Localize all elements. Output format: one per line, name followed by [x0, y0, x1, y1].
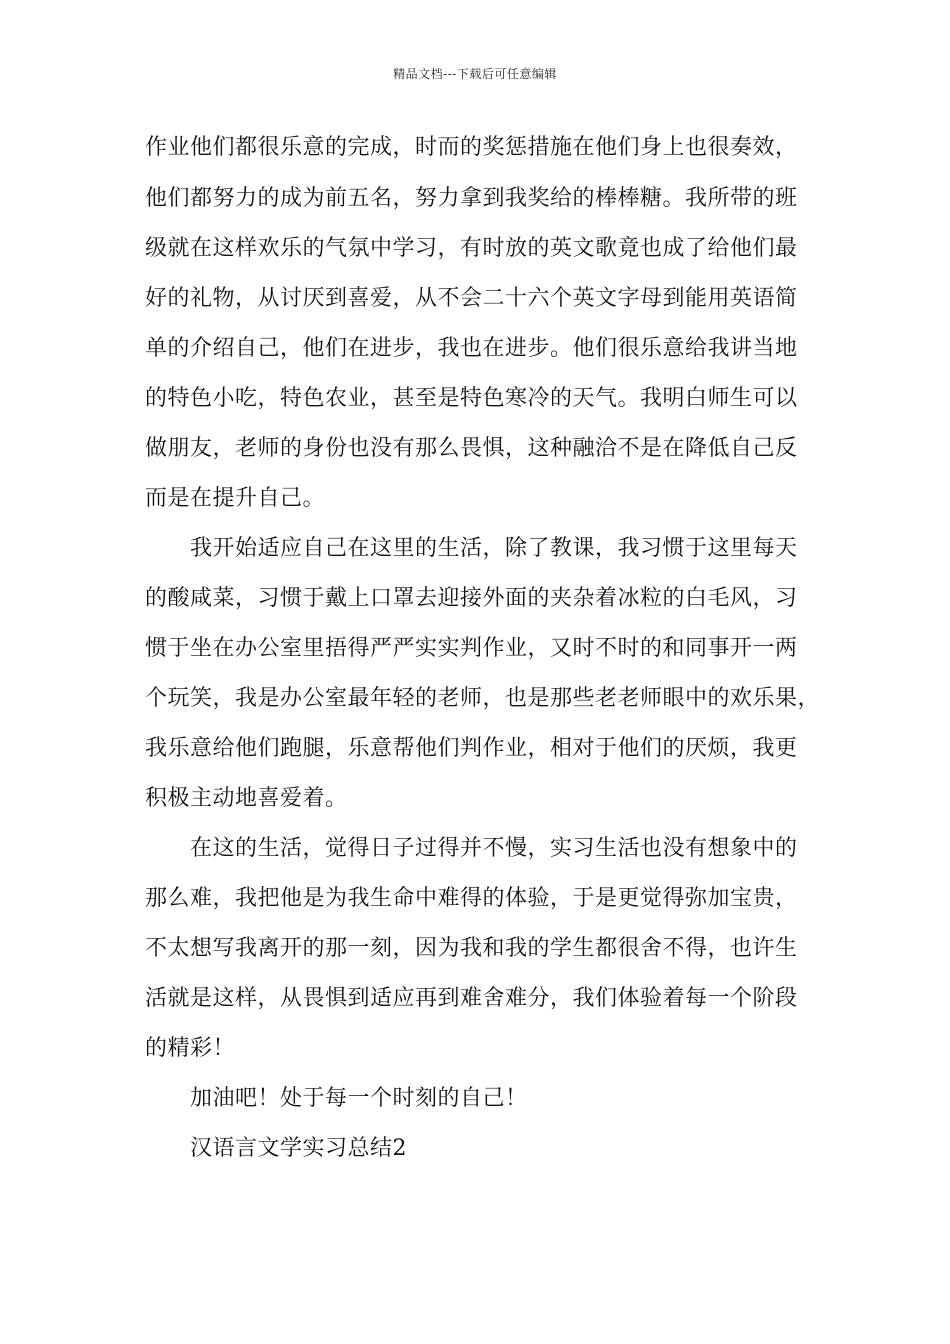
- body-line: 做朋友，老师的身份也没有那么畏惧，这种融洽不是在降低自己反: [145, 436, 798, 461]
- paragraph-first-line: 在这的生活，觉得日子过得并不慢，实习生活也没有想象中的: [190, 836, 798, 861]
- body-line: 单的介绍自己，他们在进步，我也在进步。他们很乐意给我讲当地: [145, 336, 798, 361]
- section-title: 汉语言文学实习总结2: [190, 1136, 407, 1161]
- page-header: 精品文档---下载后可任意编辑: [393, 67, 557, 81]
- body-line: 他们都努力的成为前五名，努力拿到我奖给的棒棒糖。我所带的班: [145, 186, 798, 211]
- body-line: 级就在这样欢乐的气氛中学习，有时放的英文歌竟也成了给他们最: [145, 236, 798, 261]
- paragraph-first-line: 我开始适应自己在这里的生活，除了教课，我习惯于这里每天: [190, 536, 798, 561]
- body-line: 个玩笑，我是办公室最年轻的老师，也是那些老老师眼中的欢乐果，: [145, 686, 821, 711]
- body-line: 活就是这样，从畏惧到适应再到难舍难分，我们体验着每一个阶段: [145, 986, 798, 1011]
- body-line: 的精彩！: [145, 1036, 236, 1061]
- body-line: 惯于坐在办公室里捂得严严实实判作业，又时不时的和同事开一两: [145, 636, 798, 661]
- body-line: 我乐意给他们跑腿，乐意帮他们判作业，相对于他们的厌烦，我更: [145, 736, 798, 761]
- body-line: 的特色小吃，特色农业，甚至是特色寒冷的天气。我明白师生可以: [145, 386, 798, 411]
- body-line: 好的礼物，从讨厌到喜爱，从不会二十六个英文字母到能用英语简: [145, 286, 798, 311]
- body-line: 积极主动地喜爱着。: [145, 786, 348, 811]
- paragraph-first-line: 加油吧！处于每一个时刻的自己！: [190, 1086, 528, 1111]
- body-line: 不太想写我离开的那一刻，因为我和我的学生都很舍不得，也许生: [145, 936, 798, 961]
- body-line: 作业他们都很乐意的完成，时而的奖惩措施在他们身上也很奏效，: [145, 135, 798, 160]
- body-line: 的酸咸菜，习惯于戴上口罩去迎接外面的夹杂着冰粒的白毛风，习: [145, 586, 798, 611]
- body-line: 而是在提升自己。: [145, 486, 326, 511]
- body-line: 那么难，我把他是为我生命中难得的体验，于是更觉得弥加宝贵，: [145, 886, 798, 911]
